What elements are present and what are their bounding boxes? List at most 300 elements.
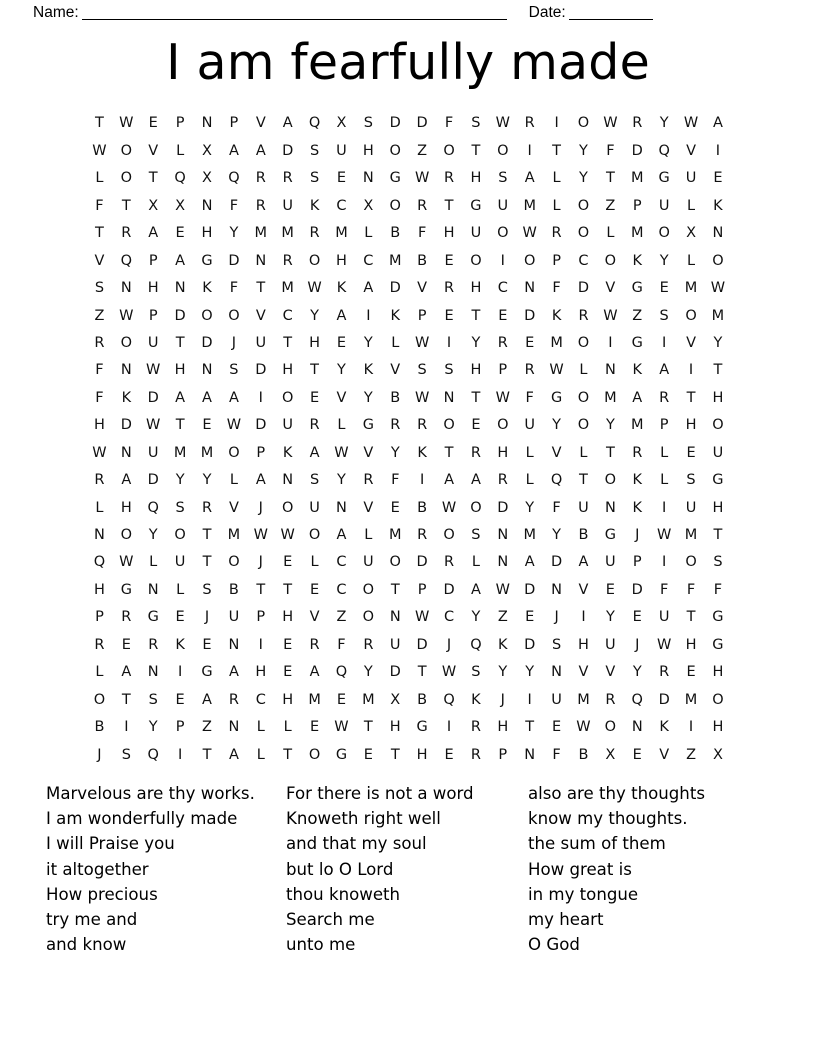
word-list-item[interactable]: and that my soul [286,834,427,854]
grid-letter[interactable]: S [202,581,212,598]
grid-letter[interactable]: A [336,527,347,544]
grid-letter[interactable]: E [498,307,508,324]
grid-letter[interactable]: Y [337,472,346,489]
grid-letter[interactable]: O [685,554,697,571]
grid-letter[interactable]: D [497,499,509,516]
grid-letter[interactable]: A [228,664,239,681]
grid-letter[interactable]: M [200,444,214,461]
grid-letter[interactable]: M [631,170,644,187]
grid-letter[interactable]: O [281,499,294,516]
grid-letter[interactable]: Y [605,417,615,434]
grid-letter[interactable]: H [712,664,724,681]
grid-letter[interactable]: H [309,334,321,351]
grid-letter[interactable]: Z [417,142,428,159]
grid-letter[interactable]: E [713,170,723,187]
grid-letter[interactable]: D [577,280,590,297]
grid-letter[interactable]: N [147,581,159,598]
grid-letter[interactable]: M [281,280,294,297]
grid-letter[interactable]: T [283,581,293,598]
grid-letter[interactable]: A [309,444,320,461]
grid-letter[interactable]: X [336,115,347,132]
grid-letter[interactable]: N [201,115,213,132]
grid-letter[interactable]: U [282,417,293,434]
grid-letter[interactable]: M [684,691,698,708]
grid-letter[interactable]: A [202,691,212,708]
grid-letter[interactable]: F [606,142,615,159]
grid-letter[interactable]: S [309,170,320,187]
grid-letter[interactable]: A [632,389,643,406]
grid-letter[interactable]: K [121,389,132,406]
grid-letter[interactable]: R [309,417,320,434]
grid-letter[interactable]: M [550,334,563,351]
grid-letter[interactable]: R [632,115,643,132]
grid-letter[interactable]: S [444,362,454,379]
grid-letter[interactable]: S [121,746,131,763]
grid-letter[interactable]: X [202,170,212,187]
grid-letter[interactable]: L [256,746,265,763]
grid-letter[interactable]: T [417,664,427,681]
grid-letter[interactable]: R [470,746,481,763]
grid-letter[interactable]: F [95,197,104,214]
grid-letter[interactable]: N [497,554,509,571]
grid-letter[interactable]: N [631,719,643,736]
grid-letter[interactable]: N [712,225,724,242]
name-write-in-line[interactable] [82,6,507,20]
grid-letter[interactable]: V [363,444,374,461]
grid-letter[interactable]: H [443,225,455,242]
grid-letter[interactable]: O [497,417,509,434]
grid-letter[interactable]: L [229,472,238,489]
grid-letter[interactable]: Y [525,664,535,681]
grid-letter[interactable]: U [658,609,670,626]
grid-letter[interactable]: O [308,252,321,269]
grid-letter[interactable]: O [712,252,724,269]
grid-letter[interactable]: Y [229,225,239,242]
grid-letter[interactable]: D [524,636,536,653]
grid-letter[interactable]: O [712,417,724,434]
grid-letter[interactable]: H [470,280,482,297]
word-list-item[interactable]: I will Praise you [46,834,175,854]
grid-letter[interactable]: O [577,334,590,351]
grid-letter[interactable]: S [148,691,158,708]
grid-letter[interactable]: M [523,197,536,214]
grid-letter[interactable]: H [282,362,294,379]
grid-letter[interactable]: R [309,636,320,653]
grid-letter[interactable]: D [443,581,455,598]
grid-letter[interactable]: A [255,142,266,159]
grid-letter[interactable]: G [712,636,724,653]
grid-letter[interactable]: R [417,527,428,544]
grid-letter[interactable]: S [175,499,185,516]
grid-letter[interactable]: O [362,581,375,598]
grid-letter[interactable]: T [202,746,212,763]
grid-letter[interactable]: T [686,389,696,406]
grid-letter[interactable]: K [632,472,643,489]
grid-letter[interactable]: L [686,197,696,214]
grid-letter[interactable]: N [604,499,616,516]
grid-letter[interactable]: S [229,362,239,379]
grid-letter[interactable]: A [228,746,239,763]
grid-letter[interactable]: K [390,307,400,324]
grid-letter[interactable]: V [605,280,616,297]
grid-letter[interactable]: F [95,389,104,406]
grid-letter[interactable]: T [121,691,131,708]
grid-letter[interactable]: A [255,472,266,489]
grid-letter[interactable]: R [121,225,132,242]
grid-letter[interactable]: H [255,664,267,681]
grid-letter[interactable]: K [659,719,669,736]
grid-letter[interactable]: G [470,197,482,214]
grid-letter[interactable]: F [391,472,400,489]
grid-letter[interactable]: R [497,334,508,351]
grid-letter[interactable]: G [120,581,132,598]
grid-letter[interactable]: L [310,554,319,571]
grid-letter[interactable]: W [414,334,430,351]
grid-letter[interactable]: R [497,472,508,489]
grid-letter[interactable]: B [94,719,105,736]
grid-letter[interactable]: E [309,581,320,598]
grid-letter[interactable]: I [177,664,183,681]
grid-letter[interactable]: G [550,389,563,406]
grid-letter[interactable]: V [363,499,374,516]
grid-letter[interactable]: W [92,444,107,461]
grid-letter[interactable]: W [253,527,268,544]
grid-letter[interactable]: G [201,252,213,269]
grid-letter[interactable]: H [282,691,294,708]
grid-letter[interactable]: X [148,197,159,214]
grid-letter[interactable]: K [632,499,643,516]
grid-letter[interactable]: U [685,499,697,516]
grid-letter[interactable]: D [255,417,267,434]
grid-letter[interactable]: K [175,636,185,653]
grid-letter[interactable]: S [551,636,562,653]
grid-letter[interactable]: L [337,417,346,434]
grid-letter[interactable]: R [417,197,428,214]
grid-letter[interactable]: Y [363,664,373,681]
grid-letter[interactable]: H [712,719,724,736]
grid-letter[interactable]: T [283,746,293,763]
grid-letter[interactable]: T [686,609,696,626]
grid-letter[interactable]: T [202,527,212,544]
grid-letter[interactable]: Y [525,499,535,516]
grid-letter[interactable]: D [255,362,267,379]
grid-letter[interactable]: U [685,170,697,187]
grid-letter[interactable]: M [254,225,268,242]
grid-letter[interactable]: M [523,527,536,544]
grid-letter[interactable]: V [336,389,347,406]
word-list-item[interactable]: I am wonderfully made [46,809,238,829]
grid-letter[interactable]: L [471,554,480,571]
grid-letter[interactable]: W [226,417,242,434]
grid-letter[interactable]: A [470,581,481,598]
word-list-item[interactable]: know my thoughts. [528,809,688,829]
grid-letter[interactable]: W [334,719,349,736]
grid-letter[interactable]: Q [93,554,106,571]
grid-letter[interactable]: U [228,609,240,626]
grid-letter[interactable]: K [363,362,374,379]
grid-letter[interactable]: G [712,609,724,626]
grid-letter[interactable]: G [362,417,374,434]
grid-letter[interactable]: L [525,444,534,461]
grid-letter[interactable]: N [443,389,455,406]
grid-letter[interactable]: S [471,115,481,132]
grid-letter[interactable]: I [662,554,667,571]
grid-letter[interactable]: P [417,581,427,598]
grid-letter[interactable]: X [390,691,401,708]
grid-letter[interactable]: H [578,636,589,653]
grid-letter[interactable]: R [94,636,105,653]
grid-letter[interactable]: T [552,142,562,159]
grid-letter[interactable]: U [282,197,293,214]
grid-letter[interactable]: O [604,719,617,736]
grid-letter[interactable]: G [631,280,643,297]
grid-letter[interactable]: U [363,554,374,571]
grid-letter[interactable]: P [632,554,642,571]
grid-letter[interactable]: O [174,527,186,544]
word-list-item[interactable]: For there is not a word [286,784,474,803]
grid-letter[interactable]: N [497,527,509,544]
grid-letter[interactable]: L [552,170,561,187]
grid-letter[interactable]: J [231,334,237,351]
grid-letter[interactable]: F [552,499,561,516]
grid-letter[interactable]: B [417,499,428,516]
grid-letter[interactable]: M [388,252,402,269]
grid-letter[interactable]: I [688,719,694,736]
grid-letter[interactable]: O [443,142,455,159]
grid-letter[interactable]: Y [471,609,481,626]
word-list-item[interactable]: it altogether [46,859,149,879]
grid-letter[interactable]: L [283,719,292,736]
grid-letter[interactable]: E [444,252,454,269]
grid-letter[interactable]: A [175,252,186,269]
grid-letter[interactable]: U [605,554,616,571]
grid-letter[interactable]: P [417,307,427,324]
grid-letter[interactable]: L [660,444,669,461]
grid-letter[interactable]: S [309,472,320,489]
grid-letter[interactable]: E [659,280,669,297]
grid-letter[interactable]: E [283,636,293,653]
word-list-item[interactable]: unto me [286,935,356,955]
grid-letter[interactable]: K [632,362,643,379]
grid-letter[interactable]: H [201,225,213,242]
grid-letter[interactable]: Y [632,664,642,681]
word-list-item[interactable]: Search me [286,910,375,930]
grid-letter[interactable]: T [310,362,319,379]
grid-letter[interactable]: R [390,417,401,434]
grid-letter[interactable]: R [282,170,293,187]
grid-letter[interactable]: M [362,691,375,708]
grid-letter[interactable]: X [605,746,616,763]
grid-letter[interactable]: U [255,334,267,351]
grid-letter[interactable]: Q [120,252,133,269]
grid-letter[interactable]: E [283,664,293,681]
word-list-item[interactable]: O God [528,935,580,955]
grid-letter[interactable]: A [336,307,347,324]
grid-letter[interactable]: R [282,252,293,269]
grid-letter[interactable]: T [471,307,481,324]
grid-letter[interactable]: R [201,499,213,516]
word-list-item[interactable]: the sum of them [528,834,666,854]
grid-letter[interactable]: J [258,499,263,516]
grid-letter[interactable]: A [121,472,132,489]
grid-letter[interactable]: W [710,280,726,297]
grid-letter[interactable]: Z [605,197,616,214]
grid-letter[interactable]: G [389,170,401,187]
grid-letter[interactable]: U [712,444,724,461]
grid-letter[interactable]: E [632,746,642,763]
grid-letter[interactable]: N [336,499,347,516]
grid-letter[interactable]: C [336,197,347,214]
grid-letter[interactable]: C [578,252,589,269]
grid-letter[interactable]: R [470,444,481,461]
grid-letter[interactable]: V [578,581,589,598]
grid-letter[interactable]: N [551,581,563,598]
grid-letter[interactable]: P [175,719,185,736]
grid-letter[interactable]: G [147,609,159,626]
grid-letter[interactable]: D [228,252,240,269]
grid-letter[interactable]: R [148,636,159,653]
grid-letter[interactable]: U [309,499,320,516]
grid-letter[interactable]: I [662,499,667,516]
grid-letter[interactable]: D [416,554,428,571]
grid-letter[interactable]: E [309,389,320,406]
grid-letter[interactable]: O [201,307,213,324]
grid-letter[interactable]: I [554,115,559,132]
grid-letter[interactable]: O [120,142,133,159]
grid-letter[interactable]: L [95,499,104,516]
grid-letter[interactable]: V [551,444,562,461]
grid-letter[interactable]: O [577,225,590,242]
grid-letter[interactable]: Q [470,636,482,653]
grid-letter[interactable]: D [389,664,401,681]
grid-letter[interactable]: D [389,115,401,132]
grid-letter[interactable]: A [121,664,132,681]
grid-letter[interactable]: F [417,225,427,242]
grid-letter[interactable]: R [443,554,455,571]
grid-letter[interactable]: K [713,197,723,214]
grid-letter[interactable]: R [228,691,239,708]
grid-letter[interactable]: G [658,170,670,187]
grid-letter[interactable]: N [228,636,240,653]
grid-letter[interactable]: F [95,362,104,379]
grid-letter[interactable]: Y [310,307,319,324]
grid-letter[interactable]: B [578,746,589,763]
grid-letter[interactable]: F [229,280,239,297]
grid-letter[interactable]: A [659,362,670,379]
word-list-item[interactable]: and know [46,935,127,955]
grid-letter[interactable]: Z [336,609,347,626]
grid-letter[interactable]: N [362,170,374,187]
grid-letter[interactable]: P [95,609,104,626]
grid-letter[interactable]: L [364,225,373,242]
grid-letter[interactable]: W [549,362,564,379]
grid-letter[interactable]: K [202,280,212,297]
grid-letter[interactable]: M [631,225,644,242]
grid-letter[interactable]: I [715,142,721,159]
grid-letter[interactable]: L [256,719,265,736]
grid-letter[interactable]: T [363,719,373,736]
grid-letter[interactable]: E [202,636,212,653]
grid-letter[interactable]: F [659,581,669,598]
grid-letter[interactable]: U [605,636,616,653]
grid-letter[interactable]: J [554,609,559,626]
grid-letter[interactable]: Z [202,719,212,736]
grid-letter[interactable]: E [363,746,373,763]
grid-letter[interactable]: F [552,280,561,297]
grid-letter[interactable]: J [500,691,505,708]
grid-letter[interactable]: W [495,581,510,598]
grid-letter[interactable]: E [471,417,481,434]
grid-letter[interactable]: R [121,609,132,626]
grid-letter[interactable]: S [498,170,508,187]
grid-letter[interactable]: B [578,527,589,544]
grid-letter[interactable]: H [282,609,294,626]
grid-letter[interactable]: H [416,746,428,763]
grid-letter[interactable]: A [148,225,159,242]
grid-letter[interactable]: W [414,170,430,187]
grid-letter[interactable]: L [579,362,588,379]
grid-letter[interactable]: M [388,527,402,544]
grid-letter[interactable]: R [659,389,670,406]
grid-letter[interactable]: P [148,252,158,269]
grid-letter[interactable]: A [309,664,320,681]
grid-letter[interactable]: I [446,719,452,736]
grid-letter[interactable]: P [659,417,669,434]
grid-letter[interactable]: T [713,527,723,544]
grid-letter[interactable]: W [441,664,457,681]
word-list-item[interactable]: Knoweth right well [286,809,441,829]
grid-letter[interactable]: Q [550,472,563,489]
grid-letter[interactable]: M [631,417,644,434]
grid-letter[interactable]: E [121,636,131,653]
grid-letter[interactable]: R [363,472,374,489]
word-list-item[interactable]: my heart [528,910,604,930]
grid-letter[interactable]: D [147,472,159,489]
grid-letter[interactable]: P [229,115,239,132]
grid-letter[interactable]: O [443,417,455,434]
grid-letter[interactable]: A [578,554,589,571]
grid-letter[interactable]: O [389,142,401,159]
grid-letter[interactable]: Z [94,307,105,324]
grid-letter[interactable]: V [578,664,589,681]
grid-letter[interactable]: H [174,362,186,379]
grid-letter[interactable]: H [685,636,697,653]
grid-letter[interactable]: E [686,444,696,461]
grid-letter[interactable]: R [578,307,589,324]
grid-letter[interactable]: Y [659,115,669,132]
grid-letter[interactable]: F [229,197,239,214]
grid-letter[interactable]: V [228,499,239,516]
grid-letter[interactable]: T [713,362,723,379]
grid-letter[interactable]: N [524,746,536,763]
grid-letter[interactable]: Q [631,691,643,708]
grid-letter[interactable]: O [228,307,240,324]
grid-letter[interactable]: N [551,664,563,681]
grid-letter[interactable]: R [417,417,428,434]
grid-letter[interactable]: M [308,691,321,708]
grid-letter[interactable]: Q [658,142,670,159]
grid-letter[interactable]: W [414,609,430,626]
grid-letter[interactable]: X [202,142,212,159]
grid-letter[interactable]: W [495,389,510,406]
grid-letter[interactable]: W [280,527,295,544]
grid-letter[interactable]: R [470,719,481,736]
grid-letter[interactable]: O [497,142,509,159]
grid-letter[interactable]: B [390,389,401,406]
grid-letter[interactable]: D [147,389,159,406]
grid-letter[interactable]: T [95,225,104,242]
grid-letter[interactable]: O [658,225,670,242]
